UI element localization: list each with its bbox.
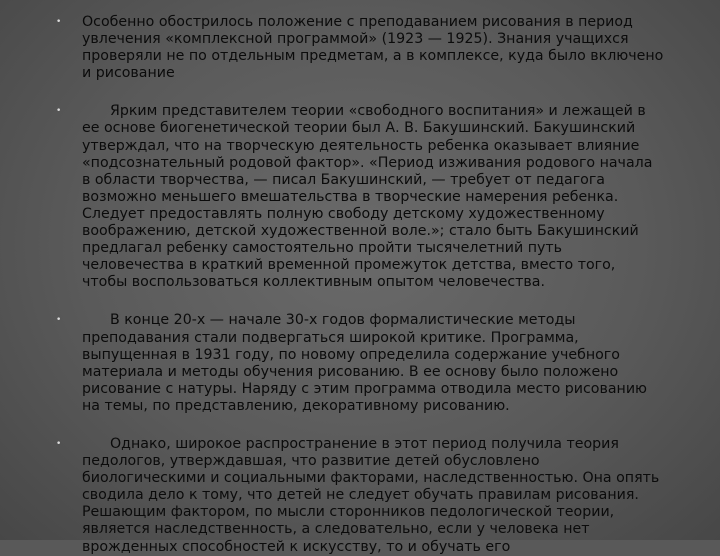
bullet-marker: • [56, 438, 62, 449]
paragraph-text: Особенно обострилось положение с преподаванием рисования в период увлечения «комплексной программой» (1923 — 1925). Знания учащихся проверяли не по отдельным предметам, а в комплексе, куда было включено и рисование [82, 14, 664, 82]
bullet-marker: • [56, 106, 62, 117]
text-content [52, 14, 664, 555]
paragraph-1 [52, 14, 664, 82]
paragraph-text: Ярким представителем теории «свободного воспитания» и лежащей в ее основе биогенетической теории был А. В. Бакушинский. Бакушинский утверждал, что на творческую деятельность ребенка оказывает влияние «подсознательный родовой фактор». «Период изживания родового начала в области творчества, — писал Бакушинский, — требует от педагога возможно меньшего вмешательства в творческие намерения ребенка. Следует предоставлять полную свободу детскому художественному воображению, детской художественной воле.»; стало быть Бакушинский предлагал ребенку самостоятельно пройти тысячелетний путь человечества в краткий временной промежуток детства, вместо того, чтобы воспользоваться коллективным опытом человечества. [82, 103, 653, 291]
paragraph-text: Однако, широкое распространение в этот период получила теория педологов, утверждавшая, что развитие детей обусловлено биологическими и социальными факторами, наследственностью. Она опять сводила дело к тому, что детей не следует обучать правилам рисования. Решающим фактором, по мысли сторонников педологической теории, является наследственность, а следовательно, если у человека нет врожденных способностей к искусству, то и обучать его [82, 435, 660, 555]
bullet-marker: • [56, 17, 62, 27]
paragraph-4 [52, 436, 664, 556]
paragraph-text: В конце 20-х — начале 30-х годов формалистические методы преподавания стали подвергаться широкой критике. Программа, выпущенная в 1931 году, по новому определила содержание учебного материала и методы обучения рисованию. В ее основу было положено рисование с натуры. Наряду с этим программа отводила место рисованию на темы, по представлению, декоративному рисованию. [82, 312, 647, 414]
paragraph-3 [52, 312, 664, 415]
paragraph-2 [52, 103, 664, 291]
bullet-marker: • [56, 315, 62, 326]
